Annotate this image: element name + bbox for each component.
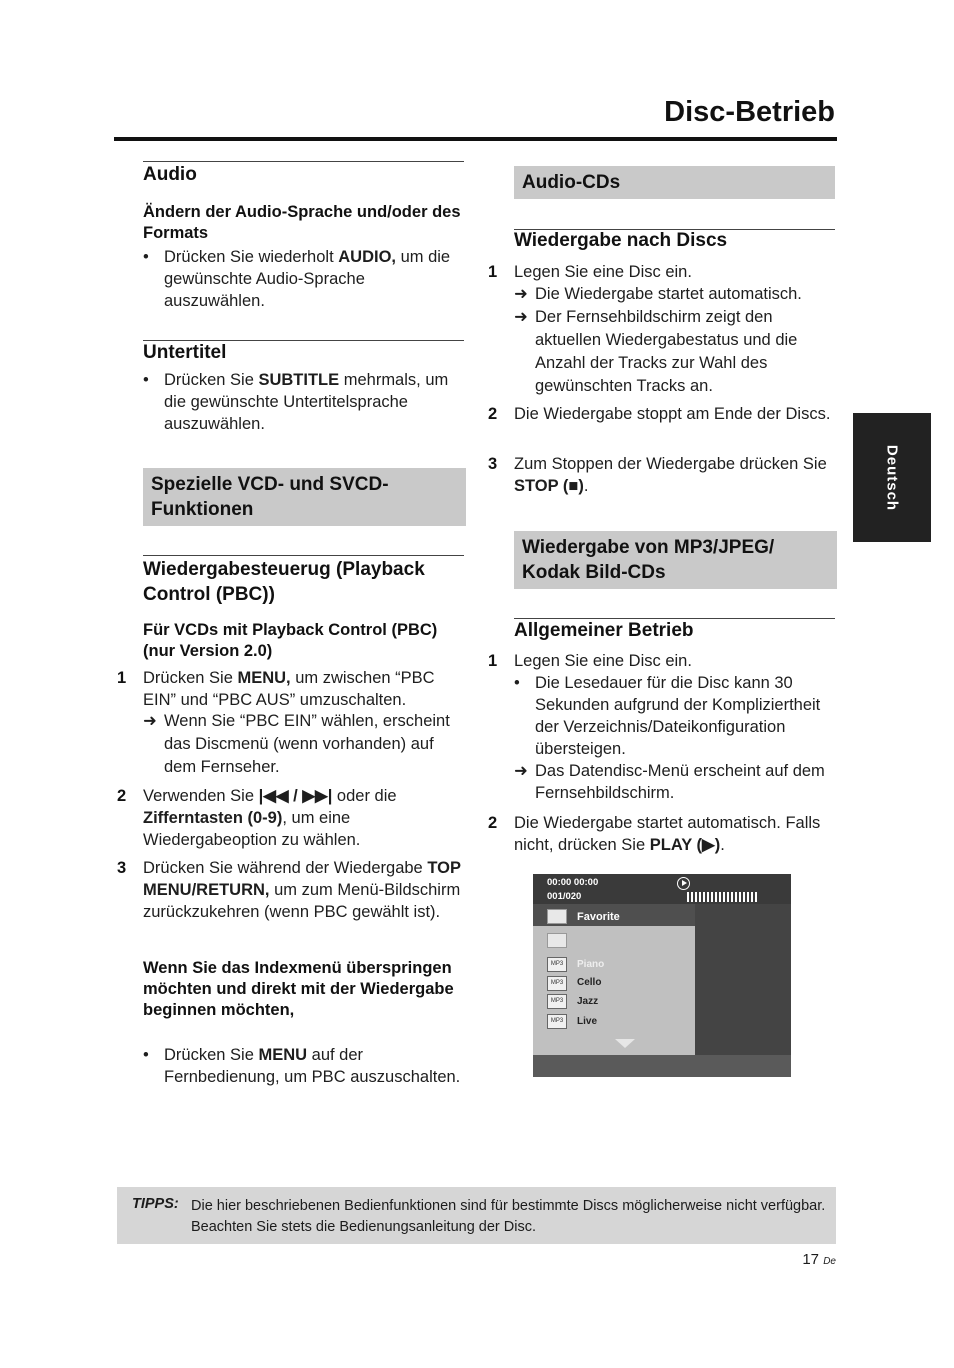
screen-folder-name: Favorite	[577, 911, 620, 923]
screen-track: 001/020	[547, 891, 582, 902]
mp3-file-icon: MP3	[547, 976, 567, 991]
audio-bullet: • Drücken Sie wiederholt AUDIO, um die gewünschte Audio-Sprache auszuwählen.	[143, 248, 451, 310]
screen-preview-area	[695, 904, 791, 1055]
skip-heading: Wenn Sie das Indexmenü überspringen möchten und direkt mit der Wiedergabe beginnen möchten,	[143, 959, 454, 1019]
language-tab-label: Deutsch	[883, 444, 901, 511]
section-rule	[143, 555, 464, 556]
wiedergabe-step-1-result-2: ➜ Der Fernsehbildschirm zeigt den aktuellen Wiedergabestatus und die Anzahl der Tracks zur Wahl des gewünschten Tracks an.	[514, 308, 798, 395]
mp3-file-icon: MP3	[547, 957, 567, 972]
mp3-section-bar: Wiedergabe von MP3/JPEG/ Kodak Bild-CDs	[514, 531, 837, 589]
audio-subheading: Ändern der Audio-Sprache und/oder des Formats	[143, 203, 461, 242]
tips-label: TIPPS:	[132, 1196, 179, 1212]
allgemein-heading: Allgemeiner Betrieb	[514, 620, 694, 641]
section-rule	[143, 340, 464, 341]
allgemein-step-1-result: ➜ Das Datendisc-Menü erscheint auf dem Fernsehbildschirm.	[514, 762, 825, 802]
section-rule	[143, 161, 464, 162]
audio-heading: Audio	[143, 164, 197, 185]
language-tab	[853, 413, 931, 542]
scroll-down-icon	[615, 1039, 635, 1048]
pbc-step-1: 1 Drücken Sie MENU, um zwischen “PBC EIN” und “PBC AUS” umzuschalten.	[117, 669, 435, 709]
section-rule	[514, 618, 835, 619]
title-rule	[114, 137, 837, 141]
file-item: Jazz	[577, 996, 599, 1007]
wiedergabe-step-1: 1 Legen Sie eine Disc ein.	[488, 263, 692, 281]
parent-folder-icon	[547, 933, 567, 948]
screen-status-bar	[533, 874, 791, 904]
pbc-heading: Wiedergabesteuerug (Playback Control (PBC))	[143, 559, 425, 605]
pbc-subheading: Für VCDs mit Playback Control (PBC) (nur Version 2.0)	[143, 621, 438, 660]
tips-text: Die hier beschriebenen Bedienfunktionen sind für bestimmte Discs möglicherweise nicht verfügbar. Beachten Sie stets die Bedienungsanleitung der Disc.	[191, 1198, 826, 1235]
vcd-section-bar: Spezielle VCD- und SVCD-Funktionen	[143, 468, 466, 526]
file-item: Cello	[577, 977, 602, 988]
file-item: Piano	[577, 959, 605, 970]
prev-next-icons: |◀◀ / ▶▶|	[258, 787, 333, 805]
audiocd-section-bar: Audio-CDs	[514, 166, 835, 199]
allgemein-step-1-note: • Die Lesedauer für die Disc kann 30 Sekunden aufgrund der Kompliziertheit der Verzeichnis/Dateikonfiguration übersteigen.	[514, 674, 821, 758]
pbc-step-1-result: ➜ Wenn Sie “PBC EIN” wählen, erscheint das Discmenü (wenn vorhanden) auf dem Fernseher.	[143, 712, 450, 776]
data-disc-menu-screen	[533, 874, 791, 1077]
mp3-file-icon: MP3	[547, 994, 567, 1009]
level-meter-icon	[687, 892, 759, 902]
wiedergabe-step-3: 3 Zum Stoppen der Wiedergabe drücken Sie STOP (■).	[488, 455, 827, 495]
screen-footer	[533, 1055, 791, 1077]
page-title: Disc-Betrieb	[664, 96, 835, 128]
screen-file-list	[533, 926, 695, 1055]
page-number: 17 De	[802, 1251, 836, 1268]
untertitel-bullet: • Drücken Sie SUBTITLE mehrmals, um die gewünschte Untertitelsprache auszuwählen.	[143, 371, 449, 433]
tips-box	[117, 1187, 836, 1244]
wiedergabe-step-2: 2 Die Wiedergabe stoppt am Ende der Discs.	[488, 405, 831, 423]
allgemein-step-1: 1 Legen Sie eine Disc ein.	[488, 652, 692, 670]
screen-time: 00:00 00:00	[547, 877, 599, 888]
skip-bullet: • Drücken Sie MENU auf der Fernbedienung, um PBC auszuschalten.	[143, 1046, 461, 1086]
wiedergabe-step-1-result-1: ➜ Die Wiedergabe startet automatisch.	[514, 285, 802, 303]
file-item: Live	[577, 1016, 598, 1027]
allgemein-step-2: 2 Die Wiedergabe startet automatisch. Falls nicht, drücken Sie PLAY (▶).	[488, 814, 821, 854]
pbc-step-3: 3 Drücken Sie während der Wiedergabe TOP MENU/RETURN, um zum Menü-Bildschirm zurückzukehren (wenn PBC gewählt ist).	[117, 859, 461, 921]
wiedergabe-heading: Wiedergabe nach Discs	[514, 230, 728, 251]
play-icon	[677, 877, 690, 890]
folder-icon	[547, 909, 567, 924]
pbc-step-2: 2 Verwenden Sie |◀◀ / ▶▶| oder die Zifferntasten (0-9), um eine Wiedergabeoption zu wählen.	[117, 787, 397, 849]
mp3-file-icon: MP3	[547, 1014, 567, 1029]
untertitel-heading: Untertitel	[143, 342, 227, 363]
